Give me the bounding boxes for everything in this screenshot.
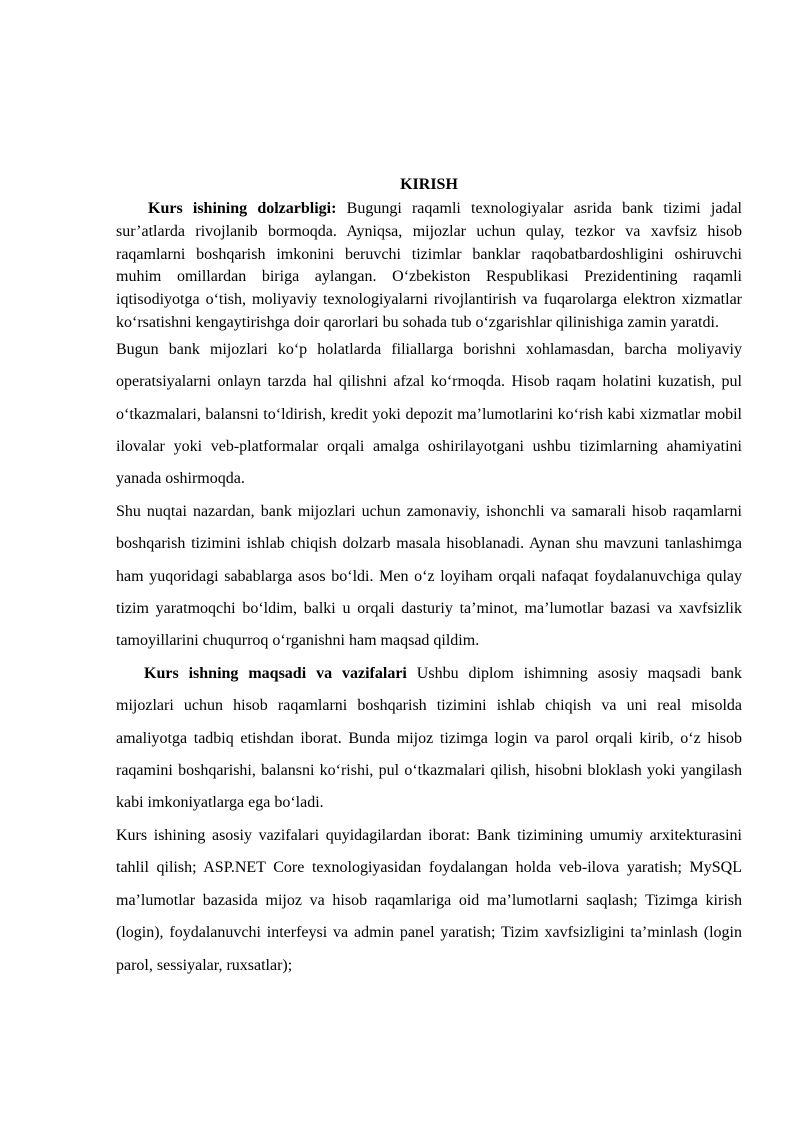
paragraph-online-services: Bugun bank mijozlari ko‘p holatlarda filiallarga borishni xohlamasdan, barcha moliyaviy operatsiyalarni onlayn tarzda hal qilishni afzal ko‘rmoqda. Hisob raqam holatini kuzatish, pul o‘tkazmalari, balansni to‘ldirish, kredit yoki depozit ma’lumotlarini ko‘rish kabi xizmatlar mobil ilovalar yoki veb-platformalar orqali amalga oshirilayotgani ushbu tizimlarning ahamiyatini yanada oshirmoqda. [116,340,742,488]
paragraph-relevance [116,198,742,335]
document-page [116,174,742,982]
paragraph-tasks: Kurs ishining asosiy vazifalari quyidagilardan iborat: Bank tizimining umumiy arxitekturasini tahlil qilish; ASP.NET Core texnologiyasidan foydalangan holda veb-ilova yaratish; MySQL ma’lumotlar bazasida mijoz va hisob raqamlariga oid ma’lumotlarni saqlash; Tizimga kirish (login), foydalanuvchi interfeysi va admin panel yaratish; Tizim xavfsizligini ta’minlash (login parol, sessiyalar, ruxsatlar); [116,826,742,974]
paragraph-goal-lead: Kurs ishning maqsadi va vazifalari [144,664,407,682]
paragraph-topic-choice: Shu nuqtai nazardan, bank mijozlari uchun zamonaviy, ishonchli va samarali hisob raqamlarni boshqarish tizimini ishlab chiqish dolzarb masala hisoblanadi. Aynan shu mavzuni tanlashimga ham yuqoridagi sabablarga asos bo‘ldi. Men o‘z loyiham orqali nafaqat foydalanuvchiga qulay tizim yaratmoqchi bo‘ldim, balki u orqali dasturiy ta’minot, ma’lumotlar bazasi va xavfsizlik tamoyillarini chuqurroq o‘rganishni ham maqsad qildim. [116,502,742,650]
document-title: KIRISH [400,176,458,193]
paragraph-relevance-text: Bugungi raqamli texnologiyalar asrida bank tizimi jadal sur’atlarda rivojlanib bormoqda. Ayniqsa, mijozlar uchun qulay, tezkor va xavfsiz hisob raqamlarni boshqarish imkonini beruvchi tizimlar banklar raqobatbardoshligini oshiruvchi muhim omillardan biriga aylangan. O‘zbekiston Respublikasi Prezidentining raqamli iqtisodiyotga o‘tish, moliyaviy texnologiyalarni rivojlantirish va fuqarolarga elektron xizmatlar ko‘rsatishni kengaytirishga doir qarorlari bu sohada tub o‘zgarishlar qilinishiga zamin yaratdi. [116,200,742,331]
paragraph-relevance-lead: Kurs ishining dolzarbligi: [148,200,337,217]
paragraph-goal-text: Ushbu diplom ishimning asosiy maqsadi bank mijozlari uchun hisob raqamlarni boshqarish tizimini ishlab chiqish va uni real misolda amaliyotga tadbiq etishdan iborat. Bunda mijoz tizimga login va parol orqali kirib, o‘z hisob raqamini boshqarishi, balansni ko‘rishi, pul o‘tkazmalari qilish, hisobni bloklash yoki yangilash kabi imkoniyatlarga ega bo‘ladi. [116,664,742,812]
paragraph-goal [116,658,742,820]
